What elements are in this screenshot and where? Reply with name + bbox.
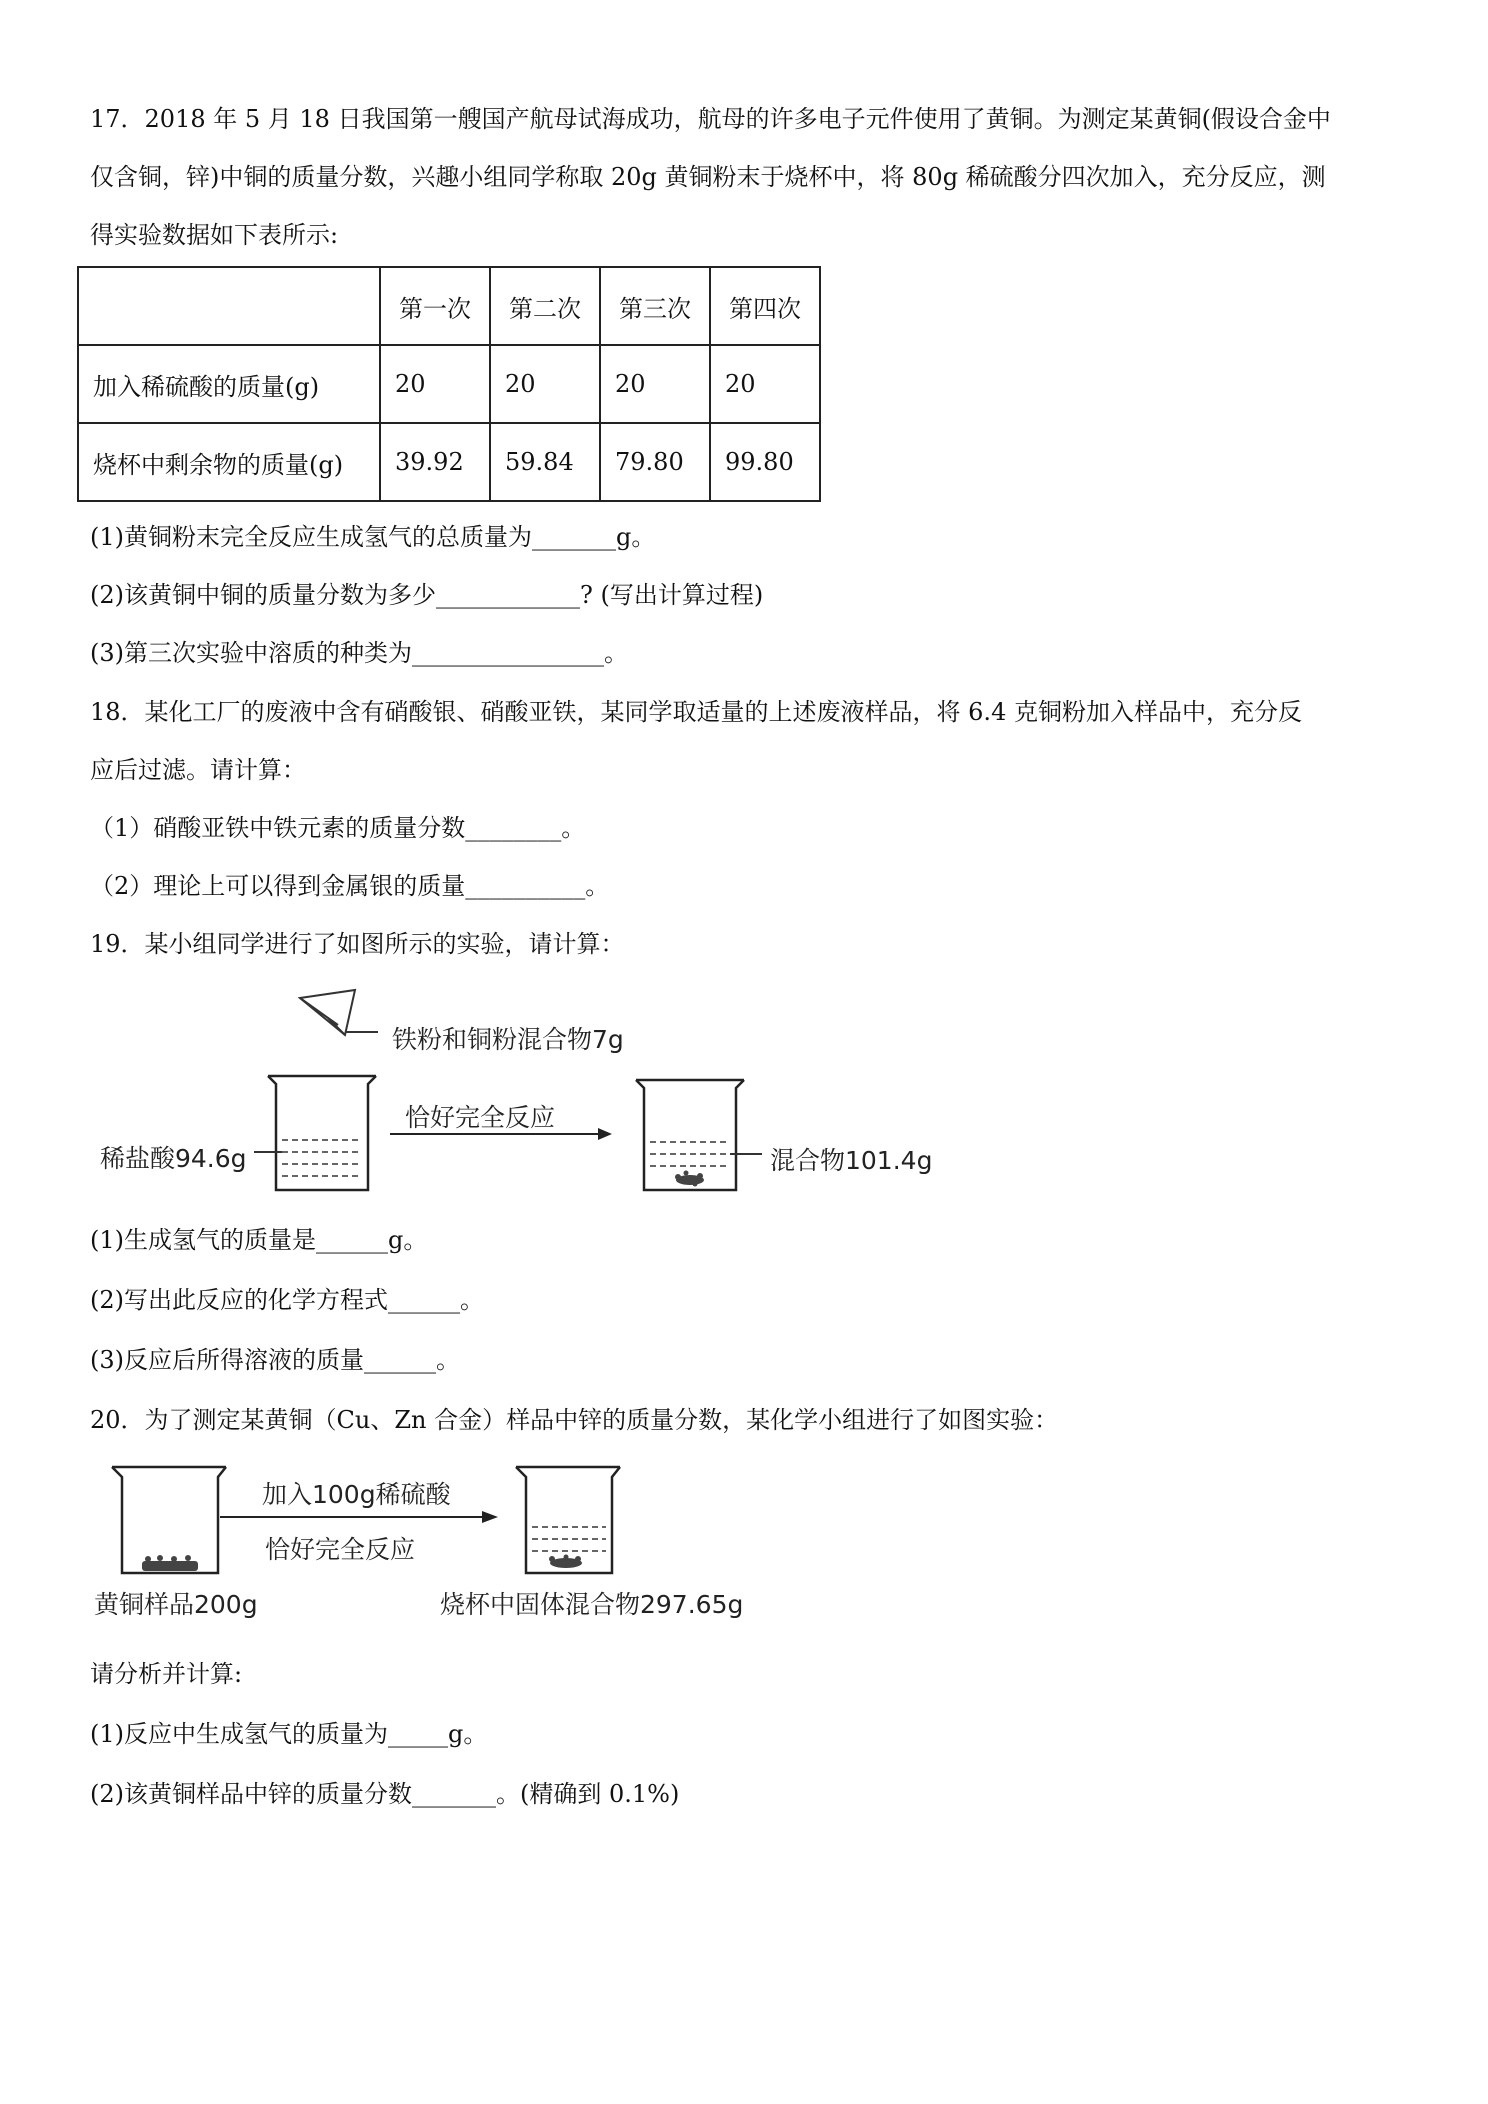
q17-text-line1: 17．2018 年 5 月 18 日我国第一艘国产航母试海成功，航母的许多电子元件使用了黄铜。为测定某黄铜(假设合金中	[90, 105, 1331, 133]
q17-sub3: (3)第三次实验中溶质的种类为________________。	[90, 639, 628, 667]
paper-icon	[300, 990, 355, 1035]
q18-sub2: （2）理论上可以得到金属银的质量__________。	[90, 872, 610, 900]
q17-sub1: (1)黄铜粉末完全反应生成氢气的总质量为_______g。	[90, 523, 656, 551]
table-header-cell	[78, 267, 380, 345]
table-header-cell: 第三次	[600, 267, 710, 345]
table-cell: 20	[490, 345, 600, 423]
arrow-icon	[220, 1511, 498, 1523]
q17-text-line3: 得实验数据如下表所示:	[90, 221, 339, 249]
solid-residue-icon	[675, 1171, 704, 1187]
table-header-cell: 第一次	[380, 267, 490, 345]
table-row-label: 烧杯中剩余物的质量(g)	[78, 423, 380, 501]
q20-sub1: (1)反应中生成氢气的质量为_____g。	[90, 1720, 488, 1748]
left-beaker-liquid	[282, 1140, 362, 1176]
q17-text-line2: 仅含铜，锌)中铜的质量分数，兴趣小组同学称取 20g 黄铜粉末于烧杯中，将 80g 稀硫酸分四次加入，充分反应，测	[90, 163, 1326, 191]
table-cell: 20	[380, 345, 490, 423]
q19-sub1: (1)生成氢气的质量是______g。	[90, 1226, 428, 1254]
table-cell: 99.80	[710, 423, 820, 501]
q17-sub2: (2)该黄铜中铜的质量分数为多少____________? (写出计算过程)	[90, 581, 764, 609]
left-sample-label: 黄铜样品200g	[94, 1590, 258, 1619]
table-header-row	[78, 267, 820, 345]
table-cell: 79.80	[600, 423, 710, 501]
table-cell: 20	[600, 345, 710, 423]
q18-text-line1: 18．某化工厂的废液中含有硝酸银、硝酸亚铁，某同学取适量的上述废液样品，将 6.4 克铜粉加入样品中，充分反	[90, 698, 1302, 726]
arrow-label: 恰好完全反应	[405, 1103, 556, 1132]
q18-sub1: （1）硝酸亚铁中铁元素的质量分数________。	[90, 814, 586, 842]
q19-figure	[0, 980, 1488, 1200]
q19-sub3: (3)反应后所得溶液的质量______。	[90, 1346, 460, 1374]
solid-residue-icon	[549, 1555, 582, 1569]
acid-label: 稀盐酸94.6g	[100, 1144, 247, 1173]
table-row	[78, 423, 820, 501]
table-cell: 39.92	[380, 423, 490, 501]
q17-data-table	[77, 266, 821, 502]
brass-sample-icon	[142, 1555, 198, 1571]
q20-text-line1: 20．为了测定某黄铜（Cu、Zn 合金）样品中锌的质量分数，某化学小组进行了如图实验：	[90, 1406, 1059, 1434]
table-header-cell: 第二次	[490, 267, 600, 345]
right-beaker-icon	[636, 1080, 744, 1190]
table-cell: 59.84	[490, 423, 600, 501]
right-beaker-liquid	[650, 1142, 730, 1166]
q19-sub2: (2)写出此反应的化学方程式______。	[90, 1286, 484, 1314]
q20-prompt: 请分析并计算:	[90, 1660, 243, 1688]
table-header-cell: 第四次	[710, 267, 820, 345]
right-mixture-label: 烧杯中固体混合物297.65g	[440, 1590, 744, 1619]
left-beaker-icon	[112, 1467, 226, 1573]
q20-sub2: (2)该黄铜样品中锌的质量分数_______。(精确到 0.1%)	[90, 1780, 680, 1808]
table-cell: 20	[710, 345, 820, 423]
q18-text-line2: 应后过滤。请计算：	[90, 756, 306, 784]
arrow-bottom-label: 恰好完全反应	[265, 1535, 416, 1564]
table-row	[78, 345, 820, 423]
left-beaker-icon	[268, 1076, 376, 1190]
table-row-label: 加入稀硫酸的质量(g)	[78, 345, 380, 423]
q19-text-line1: 19．某小组同学进行了如图所示的实验，请计算：	[90, 930, 625, 958]
arrow-top-label: 加入100g稀硫酸	[262, 1480, 451, 1509]
q20-figure	[0, 1445, 1488, 1625]
right-beaker-liquid	[532, 1527, 606, 1551]
result-label: 混合物101.4g	[770, 1146, 933, 1175]
mixture-label: 铁粉和铜粉混合物7g	[392, 1025, 624, 1054]
